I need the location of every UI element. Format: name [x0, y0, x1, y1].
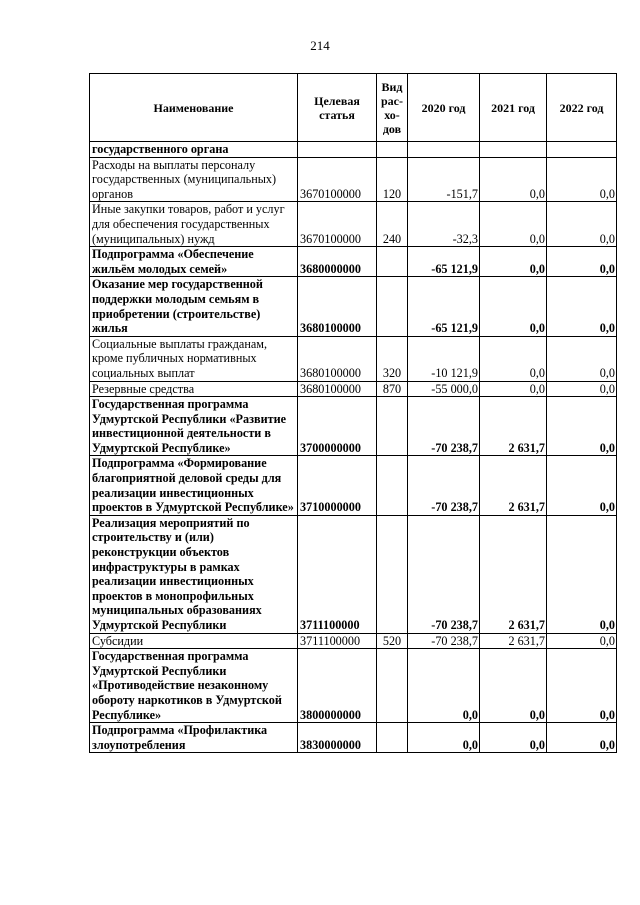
row-2022: 0,0	[547, 202, 617, 247]
table-row	[90, 247, 617, 277]
row-2022: 0,0	[547, 649, 617, 723]
row-code: 3680100000	[298, 277, 377, 336]
row-name: Государственная программа Удмуртской Республики «Противодействие незаконному обороту наркотиков в Удмуртской Республике»	[90, 649, 298, 723]
table-row	[90, 649, 617, 723]
row-2020: -10 121,9	[408, 336, 480, 381]
row-2021: 2 631,7	[480, 456, 547, 515]
row-name: Подпрограмма «Формирование благоприятной деловой среды для реализации инвестиционных проектов в Удмуртской Республике»	[90, 456, 298, 515]
row-2022: 0,0	[547, 336, 617, 381]
row-type	[377, 515, 408, 633]
row-code: 3830000000	[298, 723, 377, 753]
row-code: 3670100000	[298, 157, 377, 202]
row-2022: 0,0	[547, 456, 617, 515]
row-2021: 0,0	[480, 336, 547, 381]
row-type: 870	[377, 381, 408, 397]
table-row	[90, 157, 617, 202]
row-2020: -65 121,9	[408, 277, 480, 336]
header-type: Вид рас-хо-дов	[377, 74, 408, 142]
row-name: Резервные средства	[90, 381, 298, 397]
budget-table	[89, 73, 617, 753]
row-type	[377, 277, 408, 336]
table-row	[90, 202, 617, 247]
row-2020: -32,3	[408, 202, 480, 247]
row-2020: -70 238,7	[408, 633, 480, 649]
row-name: Иные закупки товаров, работ и услуг для обеспечения государственных (муниципальных) нужд	[90, 202, 298, 247]
row-2021: 2 631,7	[480, 397, 547, 456]
row-code: 3670100000	[298, 202, 377, 247]
row-type	[377, 247, 408, 277]
table-row	[90, 515, 617, 633]
row-2020: -55 000,0	[408, 381, 480, 397]
header-2021: 2021 год	[480, 74, 547, 142]
row-2022: 0,0	[547, 381, 617, 397]
row-2020: -70 238,7	[408, 456, 480, 515]
table-row	[90, 142, 617, 158]
row-code: 3711100000	[298, 515, 377, 633]
row-code: 3711100000	[298, 633, 377, 649]
table-row	[90, 456, 617, 515]
row-name: Подпрограмма «Профилактика злоупотребления	[90, 723, 298, 753]
row-code: 3800000000	[298, 649, 377, 723]
row-2021	[480, 142, 547, 158]
row-2021: 0,0	[480, 723, 547, 753]
row-code: 3680100000	[298, 381, 377, 397]
page-number: 214	[310, 38, 330, 53]
row-name: Реализация мероприятий по строительству и (или) реконструкции объектов инфраструктуры в рамках реализации инвестиционных проектов в монопрофильных муниципальных образованиях Удмуртской Республики	[90, 515, 298, 633]
row-type	[377, 456, 408, 515]
row-name: Социальные выплаты гражданам, кроме публичных нормативных социальных выплат	[90, 336, 298, 381]
table-row	[90, 277, 617, 336]
row-type: 320	[377, 336, 408, 381]
row-2021: 0,0	[480, 247, 547, 277]
row-code: 3710000000	[298, 456, 377, 515]
header-code: Целевая статья	[298, 74, 377, 142]
row-2020: 0,0	[408, 649, 480, 723]
row-2022: 0,0	[547, 247, 617, 277]
row-2021: 0,0	[480, 649, 547, 723]
row-type	[377, 142, 408, 158]
table-row	[90, 381, 617, 397]
row-name: государственного органа	[90, 142, 298, 158]
row-name: Подпрограмма «Обеспечение жильём молодых семей»	[90, 247, 298, 277]
row-2021: 0,0	[480, 381, 547, 397]
row-type	[377, 649, 408, 723]
row-2021: 0,0	[480, 277, 547, 336]
header-2020: 2020 год	[408, 74, 480, 142]
header-row	[90, 74, 617, 142]
row-code: 3680100000	[298, 336, 377, 381]
row-type: 520	[377, 633, 408, 649]
row-name: Расходы на выплаты персоналу государственных (муниципальных) органов	[90, 157, 298, 202]
row-name: Субсидии	[90, 633, 298, 649]
row-2022: 0,0	[547, 515, 617, 633]
row-2020: -151,7	[408, 157, 480, 202]
row-2022: 0,0	[547, 633, 617, 649]
row-type	[377, 723, 408, 753]
row-2020: -70 238,7	[408, 515, 480, 633]
row-name: Оказание мер государственной поддержки молодым семьям в приобретении (строительстве) жилья	[90, 277, 298, 336]
table-row	[90, 633, 617, 649]
row-2022: 0,0	[547, 157, 617, 202]
row-2020: -65 121,9	[408, 247, 480, 277]
row-2021: 2 631,7	[480, 633, 547, 649]
row-2021: 0,0	[480, 157, 547, 202]
row-2020: 0,0	[408, 723, 480, 753]
header-2022: 2022 год	[547, 74, 617, 142]
table-row	[90, 723, 617, 753]
row-code	[298, 142, 377, 158]
row-2020: -70 238,7	[408, 397, 480, 456]
row-2022: 0,0	[547, 277, 617, 336]
header-name: Наименование	[90, 74, 298, 142]
row-2022: 0,0	[547, 397, 617, 456]
row-name: Государственная программа Удмуртской Республики «Развитие инвестиционной деятельности в Удмуртской Республике»	[90, 397, 298, 456]
row-2020	[408, 142, 480, 158]
row-type: 240	[377, 202, 408, 247]
row-code: 3680000000	[298, 247, 377, 277]
row-code: 3700000000	[298, 397, 377, 456]
table-row	[90, 336, 617, 381]
row-type	[377, 397, 408, 456]
row-2022	[547, 142, 617, 158]
row-2022: 0,0	[547, 723, 617, 753]
table-row	[90, 397, 617, 456]
row-2021: 0,0	[480, 202, 547, 247]
row-type: 120	[377, 157, 408, 202]
row-2021: 2 631,7	[480, 515, 547, 633]
